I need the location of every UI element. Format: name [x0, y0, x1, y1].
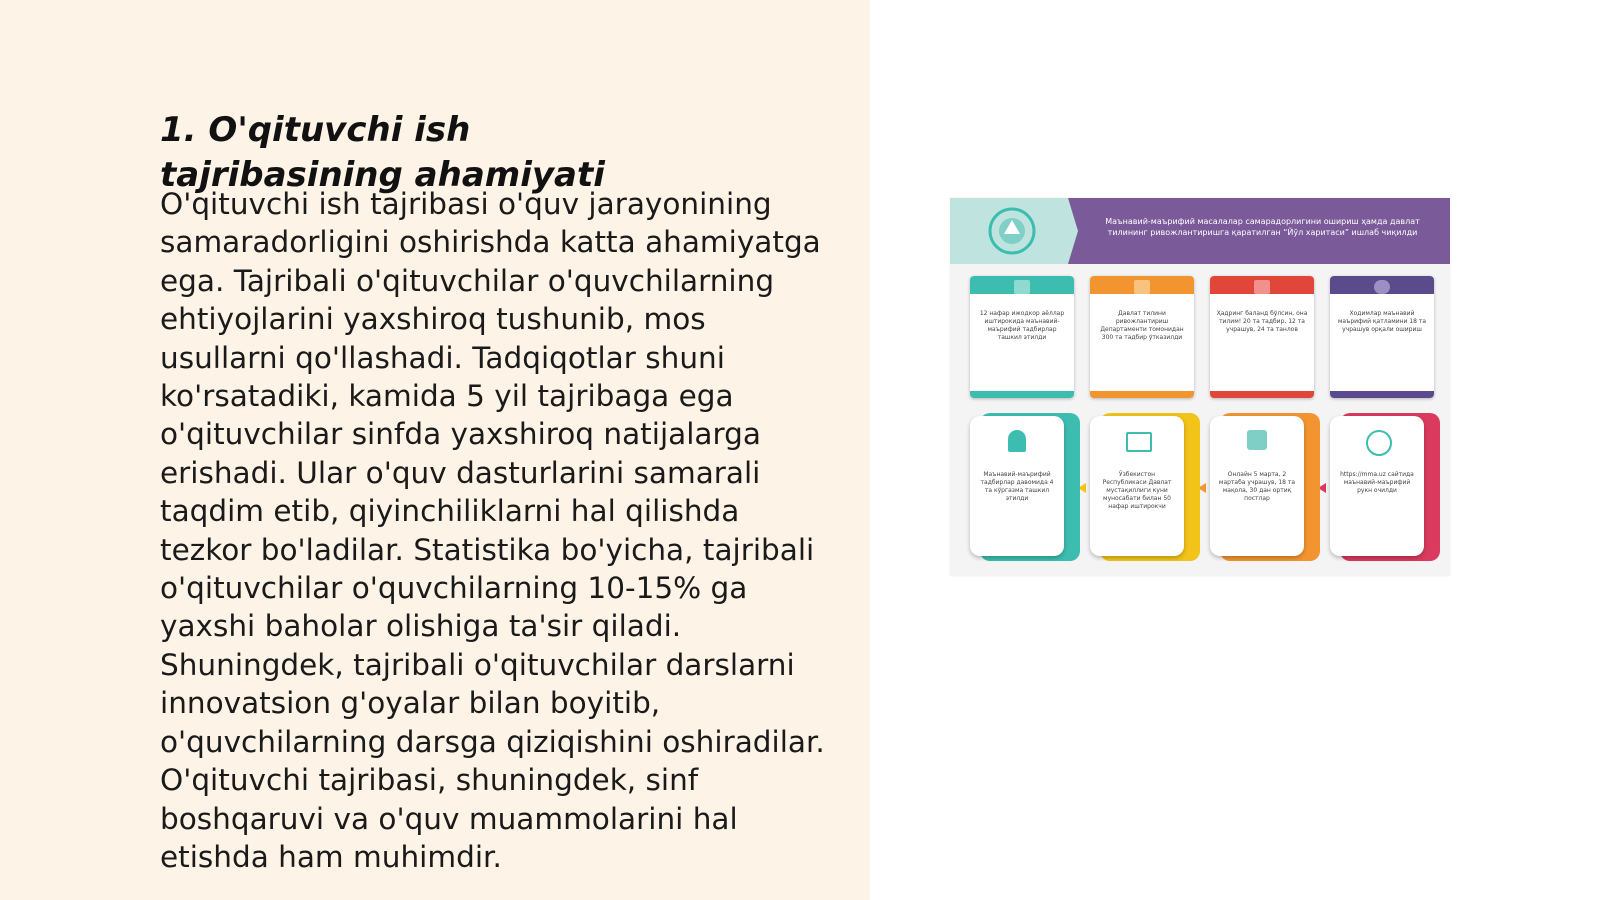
card-text: 12 нафар ижодкор аёллар иштирокида маънавий-маърифий тадбирлар ташкил этилди [979, 310, 1065, 341]
building-icon [1254, 280, 1270, 294]
book-icon [1014, 280, 1030, 294]
card-text: Ходимлар маънавий маърифий қатламини 18 та учрашув орқали ошириш [1337, 310, 1427, 333]
globe-icon [1366, 430, 1392, 456]
info-card-7 [1210, 416, 1304, 556]
card-text: Ўзбекистон Республикаси Давлат мустақиллиги куни муносабати билан 50 нафар иштирокчи [1102, 471, 1172, 510]
person-icon [1374, 280, 1390, 294]
info-card-4 [1330, 276, 1434, 398]
card-text: Давлат тилини ривожлантириш Департаменти томонидан 300 та тадбир ўтказилди [1100, 310, 1184, 341]
info-card-3 [1210, 276, 1314, 398]
info-card-5 [970, 416, 1064, 556]
screen-icon [1126, 432, 1152, 452]
card-footer-bar [1330, 391, 1434, 398]
slide-body: O'qituvchi ish tajribasi o'quv jarayonining samaradorligini oshirishda katta ahamiyatga ega. Tajribali o'qituvchilar o'quvchilarning ehtiyojlarini yaxshiroq tushunib, mos usullarni qo'llashadi. Tadqiqotlar shuni ko'rsatadiki, kamida 5 yil tajribaga ega o'qituvchilar sinfda yaxshiroq natijalarga erishadi. Ular o'quv dasturlarini samarali taqdim etib, qiyinchiliklarni hal qilishda tezkor bo'ladilar. Statistika bo'yicha, tajribali o'qituvchilar o'quvchilarning 10-15% ga yaxshi baholar olishiga ta'sir qiladi. Shuningdek, tajribali o'qituvchilar darslarni innovatsion g'oyalar bilan boyitib, o'quvchilarning darsga qiziqishini oshiradilar. O'qituvchi tajribasi, shuningdek, sinf boshqaruvi va o'quv muammolarini hal etishda ham muhimdir. [160, 187, 825, 874]
info-card-6 [1090, 416, 1184, 556]
speaker-icon [1008, 430, 1026, 452]
card-text: Ҳадринг баланд бўлсин, она тилим! 20 та тадбир, 12 та учрашув, 24 та танлов [1216, 310, 1308, 333]
infographic-image [950, 198, 1450, 576]
card-footer-bar [1210, 391, 1314, 398]
card-text: https://mma.uz сайтида маънавий-маърифий рукн очилди [1340, 471, 1414, 494]
card-footer-bar [1090, 391, 1194, 398]
books-icon [1247, 430, 1267, 450]
slide-title: 1. O'qituvchi ish tajribasining ahamiyati [160, 110, 605, 195]
card-text: Онлайн 5 марта, 2 мартаба учрашув, 18 та мақола, 30 дан ортиқ постлар [1218, 471, 1296, 502]
infographic-header-text: Маънавий-маърифий масалалар самарадорлигини ошириш ҳамда давлат тилининг ривожлантиришга қаратилган “Йўл харитаси” ишлаб чиқилди [1105, 217, 1420, 237]
card-footer-bar [970, 391, 1074, 398]
info-card-1 [970, 276, 1074, 398]
card-text: Маънавий-маърифий тадбирлар давомида 4 та кўргазма ташкил этилди [980, 471, 1054, 502]
info-card-8 [1330, 416, 1424, 556]
document-icon [1134, 280, 1150, 294]
info-card-2 [1090, 276, 1194, 398]
